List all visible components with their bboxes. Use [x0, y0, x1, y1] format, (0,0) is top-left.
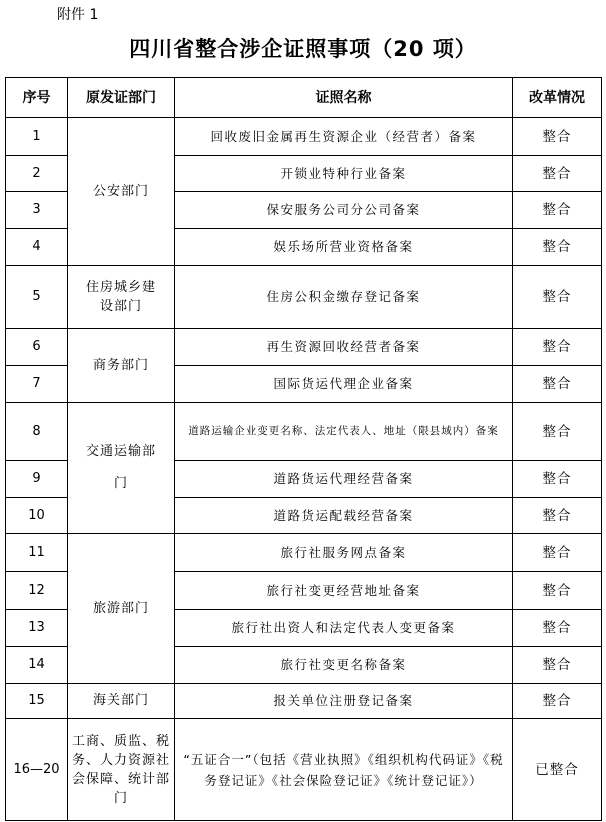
- reform-status: 整合: [513, 229, 602, 266]
- dept-public-security: 公安部门: [68, 118, 175, 266]
- row-seq: 1: [6, 118, 68, 156]
- dept-housing: 住房城乡建设部门: [68, 266, 175, 329]
- row-seq: 13: [6, 610, 68, 647]
- certificate-name: 娱乐场所营业资格备案: [175, 229, 513, 266]
- header-seq: 序号: [6, 78, 68, 118]
- table-row: [6, 403, 602, 461]
- certificate-name: 旅行社变更名称备案: [175, 647, 513, 684]
- reform-status: 整合: [513, 366, 602, 403]
- row-seq: 8: [6, 403, 68, 461]
- row-seq: 14: [6, 647, 68, 684]
- reform-status: 整合: [513, 192, 602, 229]
- row-seq: 15: [6, 684, 68, 719]
- reform-status: 整合: [513, 647, 602, 684]
- attachment-label: 附件 1: [57, 7, 99, 23]
- row-seq: 16—20: [6, 719, 68, 821]
- document-title: 四川省整合涉企证照事项（20 项）: [129, 37, 477, 61]
- dept-tourism: 旅游部门: [68, 534, 175, 684]
- reform-status: 整合: [513, 329, 602, 366]
- certificate-name: “五证合一”（包括《营业执照》《组织机构代码证》《税务登记证》《社会保险登记证》《统计登记证》）: [175, 719, 513, 821]
- table-row: [6, 684, 602, 719]
- certificate-name: 回收废旧金属再生资源企业（经营者）备案: [175, 118, 513, 156]
- row-seq: 11: [6, 534, 68, 572]
- dept-customs: 海关部门: [68, 684, 175, 719]
- certificate-name: 住房公积金缴存登记备案: [175, 266, 513, 329]
- row-seq: 2: [6, 156, 68, 192]
- row-seq: 4: [6, 229, 68, 266]
- table-row: [6, 118, 602, 156]
- reform-status: 整合: [513, 534, 602, 572]
- dept-combined: 工商、质监、税务、人力资源社会保障、统计部门: [68, 719, 175, 821]
- certificate-name: 再生资源回收经营者备案: [175, 329, 513, 366]
- table-row: [6, 329, 602, 366]
- reform-status: 整合: [513, 156, 602, 192]
- certificate-name: 道路货运配载经营备案: [175, 498, 513, 534]
- certificate-name: 旅行社变更经营地址备案: [175, 572, 513, 610]
- certificate-name: 道路货运代理经营备案: [175, 461, 513, 498]
- reform-status: 整合: [513, 118, 602, 156]
- reform-status: 整合: [513, 572, 602, 610]
- reform-status: 整合: [513, 461, 602, 498]
- header-dept: 原发证部门: [68, 78, 175, 118]
- certificate-table: [5, 77, 602, 821]
- row-seq: 10: [6, 498, 68, 534]
- dept-commerce: 商务部门: [68, 329, 175, 403]
- dept-transport: 交通运输部门: [68, 403, 175, 534]
- reform-status: 整合: [513, 610, 602, 647]
- row-seq: 12: [6, 572, 68, 610]
- table-header-row: [6, 78, 602, 118]
- row-seq: 6: [6, 329, 68, 366]
- reform-status: 已整合: [513, 719, 602, 821]
- certificate-name: 旅行社服务网点备案: [175, 534, 513, 572]
- certificate-name: 保安服务公司分公司备案: [175, 192, 513, 229]
- table-row: [6, 266, 602, 329]
- row-seq: 7: [6, 366, 68, 403]
- certificate-name: 报关单位注册登记备案: [175, 684, 513, 719]
- row-seq: 3: [6, 192, 68, 229]
- certificate-name: 国际货运代理企业备案: [175, 366, 513, 403]
- certificate-name: 旅行社出资人和法定代表人变更备案: [175, 610, 513, 647]
- header-name: 证照名称: [175, 78, 513, 118]
- reform-status: 整合: [513, 684, 602, 719]
- reform-status: 整合: [513, 403, 602, 461]
- reform-status: 整合: [513, 498, 602, 534]
- table-row: [6, 534, 602, 572]
- certificate-name: 道路运输企业变更名称、法定代表人、地址（限县域内）备案: [175, 403, 513, 461]
- row-seq: 9: [6, 461, 68, 498]
- reform-status: 整合: [513, 266, 602, 329]
- header-result: 改革情况: [513, 78, 602, 118]
- certificate-name: 开锁业特种行业备案: [175, 156, 513, 192]
- table-row: [6, 719, 602, 821]
- row-seq: 5: [6, 266, 68, 329]
